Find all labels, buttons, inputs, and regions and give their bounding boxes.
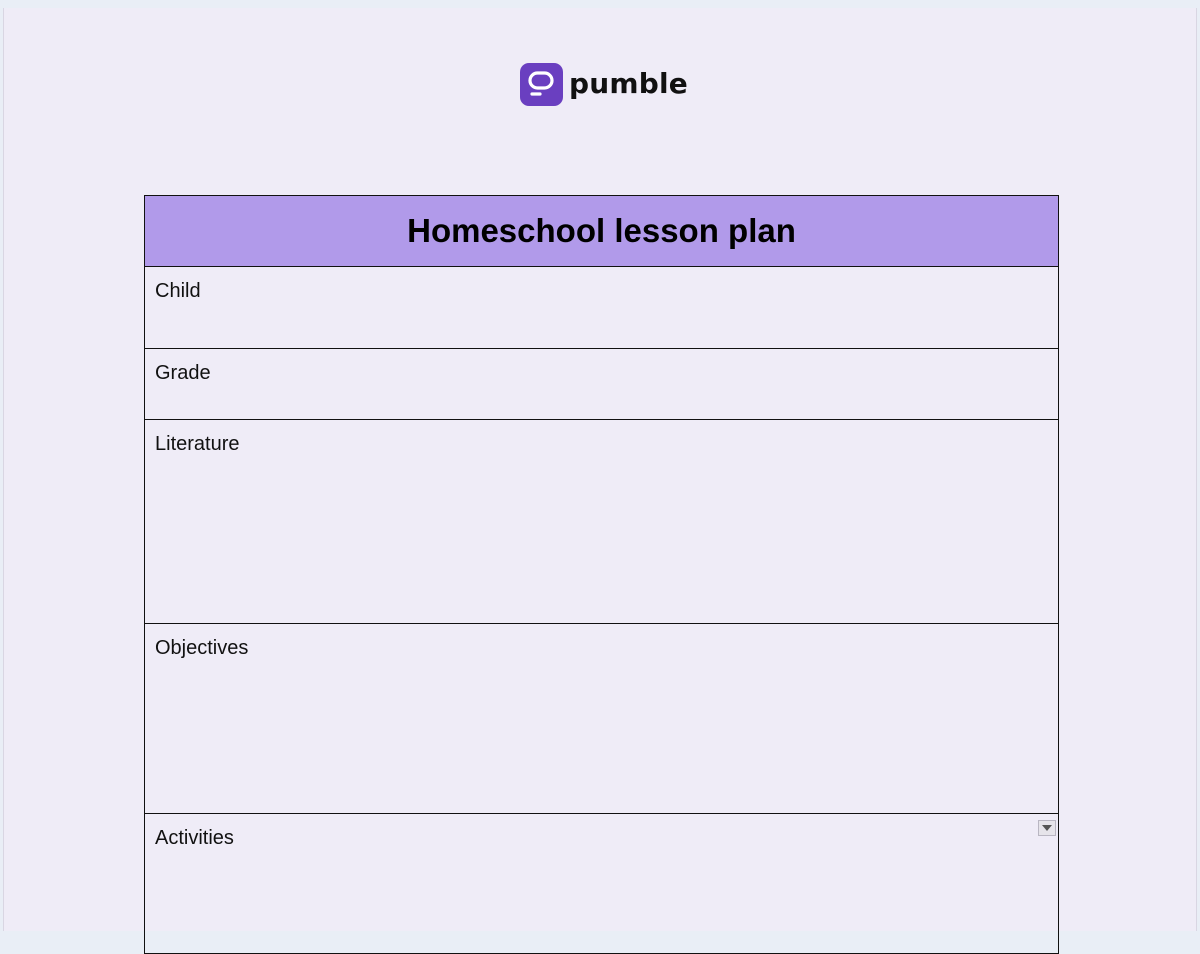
row-label-child: Child — [155, 280, 201, 302]
sheet-title: Homeschool lesson plan — [145, 196, 1059, 267]
row-label-literature: Literature — [155, 433, 240, 455]
document-page — [3, 8, 1197, 931]
row-label-objectives: Objectives — [155, 637, 249, 659]
row-activities[interactable] — [145, 814, 1059, 954]
pumble-logo-icon — [520, 63, 563, 106]
chevron-down-icon — [1042, 825, 1052, 831]
lesson-plan-table — [144, 195, 1059, 954]
row-label-activities: Activities — [155, 827, 234, 849]
row-objectives[interactable] — [145, 624, 1059, 814]
row-label-grade: Grade — [155, 362, 211, 384]
row-literature[interactable] — [145, 420, 1059, 624]
brand-name: pumble — [569, 67, 688, 100]
row-grade[interactable] — [145, 349, 1059, 420]
brand-logo — [520, 62, 688, 106]
activities-dropdown-button[interactable] — [1038, 820, 1056, 836]
row-child[interactable] — [145, 267, 1059, 349]
